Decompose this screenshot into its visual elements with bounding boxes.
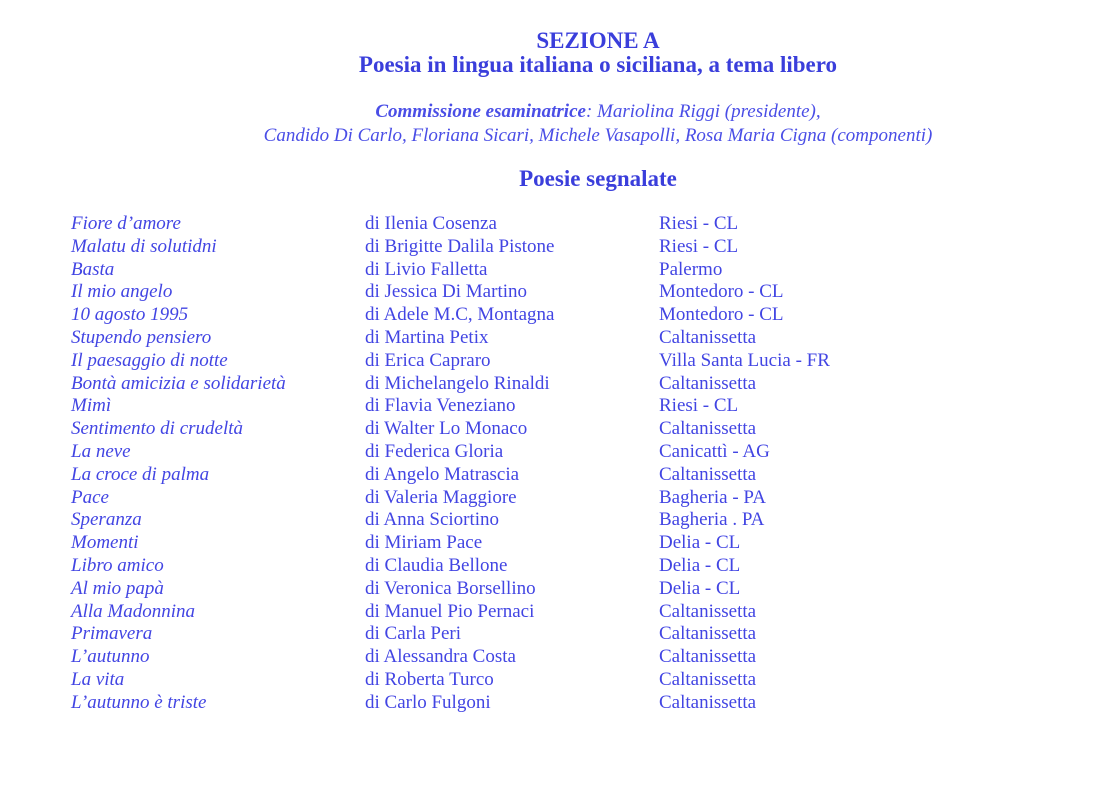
list-item: [0, 259, 1115, 282]
poem-place: Caltanissetta: [659, 623, 757, 645]
poem-author: di Miriam Pace: [365, 532, 483, 554]
poem-title: Primavera: [71, 623, 153, 645]
poem-title: Il paesaggio di notte: [71, 349, 228, 371]
poem-place: Delia - CL: [659, 532, 741, 554]
list-item: [0, 281, 1115, 304]
list-item: [0, 532, 1115, 555]
poem-author: di Jessica Di Martino: [365, 281, 528, 303]
commission-label: Commissione esaminatrice: [375, 101, 586, 122]
poem-place: Caltanissetta: [659, 668, 757, 690]
section-title: SEZIONE A: [536, 28, 660, 53]
poem-author: di Walter Lo Monaco: [365, 418, 528, 440]
list-item: [0, 646, 1115, 669]
poem-author: di Claudia Bellone: [365, 554, 508, 576]
poem-title: Mimì: [71, 395, 112, 417]
poem-title: L’autunno è triste: [71, 691, 207, 713]
poem-title: Fiore d’amore: [71, 213, 181, 234]
signaled-poems-heading: Poesie segnalate: [519, 166, 677, 191]
list-item: [0, 327, 1115, 350]
poem-place: Riesi - CL: [659, 213, 739, 234]
poem-author: di Livio Falletta: [365, 258, 488, 280]
poem-place: Caltanissetta: [659, 418, 757, 440]
poem-author: di Brigitte Dalila Pistone: [365, 235, 555, 257]
list-item: [0, 350, 1115, 373]
poem-author: di Michelangelo Rinaldi: [365, 372, 550, 394]
poem-place: Canicattì - AG: [659, 440, 770, 462]
poem-place: Palermo: [659, 258, 723, 280]
poem-title: 10 agosto 1995: [71, 304, 189, 326]
poem-title: Pace: [71, 486, 109, 508]
poem-list: [0, 213, 1115, 715]
poem-place: Delia - CL: [659, 554, 741, 576]
poem-author: di Roberta Turco: [365, 668, 494, 690]
list-item: [0, 692, 1115, 715]
poem-title: Basta: [71, 258, 115, 280]
poem-place: Bagheria - PA: [659, 486, 766, 508]
poem-author: di Carla Peri: [365, 623, 462, 645]
poem-title: Alla Madonnina: [71, 600, 196, 622]
poem-place: Caltanissetta: [659, 600, 757, 622]
list-item: [0, 236, 1115, 259]
poem-place: Caltanissetta: [659, 646, 757, 668]
poem-title: Momenti: [71, 532, 139, 554]
poem-place: Caltanissetta: [659, 463, 757, 485]
poem-title: La croce di palma: [71, 463, 210, 485]
list-item: [0, 623, 1115, 646]
poem-author: di Ilenia Cosenza: [365, 213, 497, 234]
list-item: [0, 395, 1115, 418]
poem-author: di Alessandra Costa: [365, 646, 516, 668]
list-item: [0, 441, 1115, 464]
list-item: [0, 555, 1115, 578]
poem-title: Sentimento di crudeltà: [71, 418, 244, 440]
poem-place: Caltanissetta: [659, 372, 757, 394]
commission-line-1: [0, 100, 1115, 124]
commission-president: : Mariolina Riggi (presidente),: [585, 101, 821, 122]
list-item: [0, 487, 1115, 510]
poem-place: Caltanissetta: [659, 326, 757, 348]
poem-title: L’autunno: [71, 646, 150, 668]
poem-title: Speranza: [71, 509, 142, 531]
poem-author: di Anna Sciortino: [365, 509, 500, 531]
commission-block: [0, 100, 1115, 148]
poem-title: La vita: [71, 668, 125, 690]
poem-author: di Martina Petix: [365, 326, 489, 348]
poem-author: di Angelo Matrascia: [365, 463, 520, 485]
poem-author: di Manuel Pio Pernaci: [365, 600, 535, 622]
list-item: [0, 578, 1115, 601]
list-item: [0, 601, 1115, 624]
poem-title: Bontà amicizia e solidarietà: [71, 372, 286, 394]
poem-author: di Federica Gloria: [365, 440, 504, 462]
commission-members: Candido Di Carlo, Floriana Sicari, Michele Vasapolli, Rosa Maria Cigna (componenti): [263, 125, 933, 146]
poem-place: Montedoro - CL: [659, 281, 784, 303]
poem-place: Bagheria . PA: [659, 509, 765, 531]
poem-author: di Valeria Maggiore: [365, 486, 517, 508]
list-item: [0, 464, 1115, 487]
poem-title: Stupendo pensiero: [71, 326, 212, 348]
list-item: [0, 669, 1115, 692]
list-item: [0, 213, 1115, 236]
poem-title: La neve: [71, 440, 131, 462]
poem-place: Villa Santa Lucia - FR: [659, 349, 830, 371]
poem-author: di Veronica Borsellino: [365, 577, 536, 599]
poem-place: Caltanissetta: [659, 691, 757, 713]
poem-place: Delia - CL: [659, 577, 741, 599]
poem-place: Montedoro - CL: [659, 304, 784, 326]
poem-title: Libro amico: [71, 554, 164, 576]
poem-title: Al mio papà: [71, 577, 164, 599]
list-item: [0, 373, 1115, 396]
list-item: [0, 509, 1115, 532]
poem-author: di Erica Capraro: [365, 349, 491, 371]
poem-place: Riesi - CL: [659, 235, 739, 257]
poem-author: di Carlo Fulgoni: [365, 691, 491, 713]
poem-title: Malatu di solutidni: [71, 235, 217, 257]
list-item: [0, 418, 1115, 441]
section-subtitle: Poesia in lingua italiana o siciliana, a tema libero: [358, 52, 838, 77]
poem-author: di Flavia Veneziano: [365, 395, 516, 417]
poem-title: Il mio angelo: [71, 281, 173, 303]
list-item: [0, 304, 1115, 327]
poem-place: Riesi - CL: [659, 395, 739, 417]
poem-author: di Adele M.C, Montagna: [365, 304, 555, 326]
